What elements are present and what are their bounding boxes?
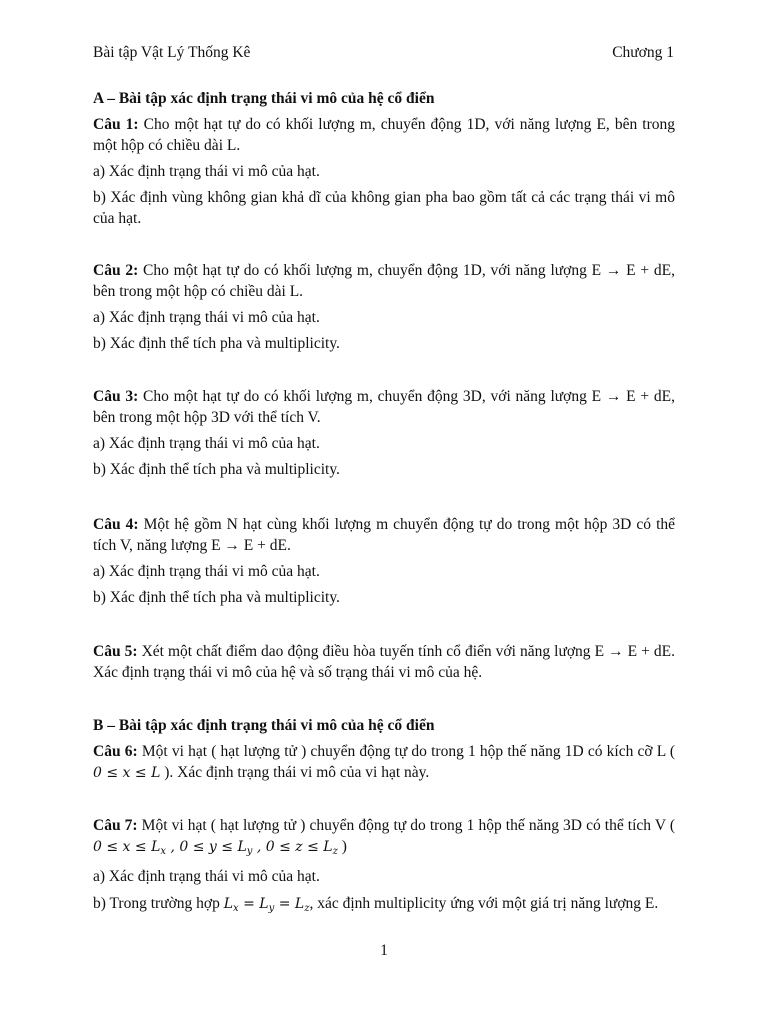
- q7-text-start: Một vi hạt ( hạt lượng tử ) chuyển động tự do trong 1 hộp thế năng 3D có thể tích V (: [141, 817, 676, 834]
- question-6: [93, 741, 675, 784]
- q2-part-b: b) Xác định thể tích pha và multiplicity.: [93, 335, 340, 352]
- q7-part-b-end: , xác định multiplicity ứng với một giá trị năng lượng E.: [309, 895, 659, 912]
- section-a: [93, 88, 675, 109]
- question-5: [93, 641, 675, 683]
- q7-equality: $L_x = L_y = L_z$: [223, 896, 310, 914]
- q5-label: Câu 5:: [93, 643, 138, 660]
- section-b-heading: B – Bài tập xác định trạng thái vi mô của hệ cổ điển: [93, 717, 435, 734]
- q1-text: Cho một hạt tự do có khối lượng m, chuyển động 1D, với năng lượng E, bên trong một hộp có chiều dài L.: [93, 116, 676, 154]
- q2-label: Câu 2:: [93, 262, 139, 279]
- q4-label: Câu 4:: [93, 516, 139, 533]
- q5-text: Xét một chất điểm dao động điều hòa tuyến tính cổ điển với năng lượng E → E + dE. Xác định trạng thái vi mô của hệ và số trạng thái vi mô của hệ.: [93, 643, 676, 681]
- q2-part-a: a) Xác định trạng thái vi mô của hạt.: [93, 309, 320, 326]
- q4-part-a: a) Xác định trạng thái vi mô của hạt.: [93, 563, 320, 580]
- q7-part-a: a) Xác định trạng thái vi mô của hạt.: [93, 868, 320, 885]
- question-3: [93, 386, 675, 428]
- q4-text: Một hệ gồm N hạt cùng khối lượng m chuyển động tự do trong một hộp 3D có thể tích V, năng lượng E → E + dE.: [93, 516, 676, 554]
- q4-part-b: b) Xác định thể tích pha và multiplicity.: [93, 589, 340, 606]
- q7-label: Câu 7:: [93, 817, 138, 834]
- question-1: [93, 114, 675, 156]
- q1-label: Câu 1:: [93, 116, 139, 133]
- q7-range: $0 \le x \le L_x$ , $0 \le y \le L_y$ , $0 \le z \le L_z$: [93, 839, 338, 857]
- q3-label: Câu 3:: [93, 388, 139, 405]
- q6-text-end: ). Xác định trạng thái vi mô của vi hạt này.: [164, 764, 430, 781]
- header-chapter: Chương 1: [612, 44, 674, 61]
- q7-part-b: [93, 893, 675, 919]
- page-number: 1: [380, 942, 388, 959]
- q3-part-a: a) Xác định trạng thái vi mô của hạt.: [93, 435, 320, 452]
- q2-text: Cho một hạt tự do có khối lượng m, chuyển động 1D, với năng lượng E → E + dE, bên trong một hộp có chiều dài L.: [93, 262, 675, 300]
- q1-part-b: b) Xác định vùng không gian khả dĩ của không gian pha bao gồm tất cả các trạng thái vi mô của hạt.: [93, 189, 675, 227]
- page-header: [93, 44, 674, 64]
- question-7: Câu 7: Một vi hạt ( hạt lượng tử ) chuyển động tự do trong 1 hộp thế năng 3D có thể tích V ( $0 \le x \le L_x$ , $0 \le y \le L_y$ , $0 \le z \le L_z$ ): [93, 817, 676, 857]
- q6-label: Câu 6:: [93, 743, 138, 760]
- question-2: [93, 260, 675, 302]
- section-a-heading: A – Bài tập xác định trạng thái vi mô của hệ cổ điển: [93, 90, 435, 107]
- header-title: Bài tập Vật Lý Thống Kê: [93, 44, 251, 61]
- question-4: [93, 514, 675, 556]
- q1-part-a: a) Xác định trạng thái vi mô của hạt.: [93, 163, 320, 180]
- q6-range: 0 ≤ x ≤ L: [93, 765, 161, 781]
- q3-part-b: b) Xác định thể tích pha và multiplicity.: [93, 461, 340, 478]
- q6-text-start: Một vi hạt ( hạt lượng tử ) chuyển động tự do trong 1 hộp thế năng 1D có kích cỡ L (: [141, 743, 676, 760]
- section-b: [93, 715, 675, 736]
- q3-text: Cho một hạt tự do có khối lượng m, chuyển động 3D, với năng lượng E → E + dE, bên trong một hộp 3D với thể tích V.: [93, 388, 675, 426]
- q7-part-b-start: b) Trong trường hợp: [93, 895, 220, 912]
